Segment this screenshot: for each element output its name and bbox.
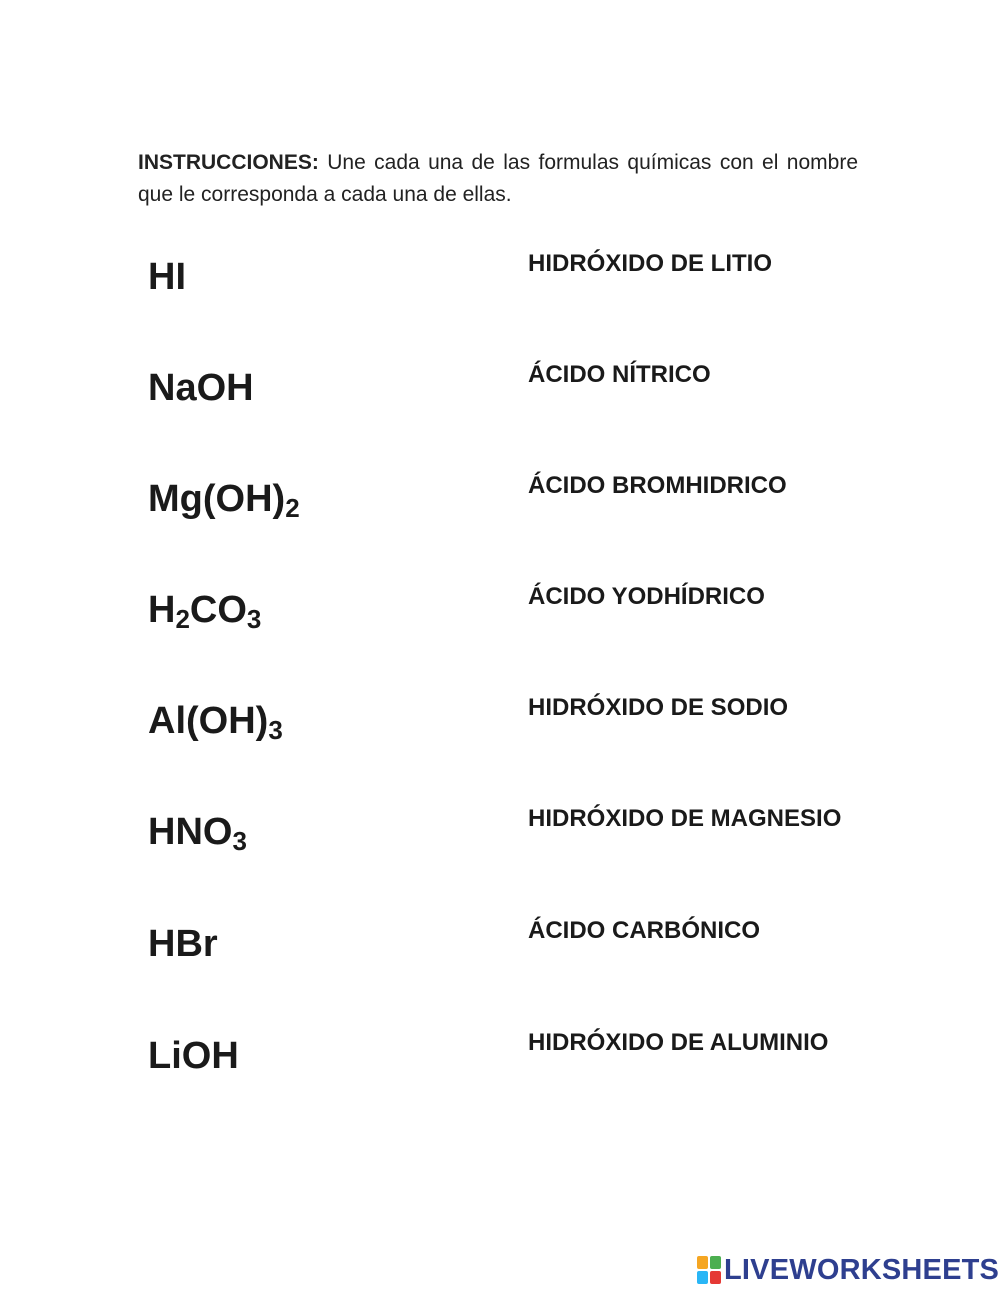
formula-text: HBr (148, 923, 218, 965)
formula-text: Mg(OH) (148, 478, 286, 520)
chemical-formula[interactable] (148, 255, 186, 299)
compound-name[interactable]: HIDRÓXIDO DE ALUMINIO (528, 1029, 829, 1056)
compound-name[interactable]: ÁCIDO YODHÍDRICO (528, 583, 765, 610)
compound-name[interactable]: HIDRÓXIDO DE LITIO (528, 250, 773, 277)
formula-subscript: 2 (175, 604, 190, 634)
instructions-paragraph (138, 147, 858, 211)
match-row (0, 583, 1000, 668)
instructions-lead: INSTRUCCIONES: (138, 151, 319, 174)
chemical-formula[interactable] (148, 1034, 239, 1078)
formula-text: NaOH (148, 367, 254, 409)
instructions-text: Une cada una de las formulas químicas con el nombre que le corresponda a cada una de ellas. (138, 151, 858, 206)
compound-name[interactable]: ÁCIDO CARBÓNICO (528, 917, 760, 944)
formula-subscript: 2 (285, 493, 300, 523)
compound-name[interactable]: ÁCIDO BROMHIDRICO (528, 472, 787, 499)
match-row (0, 1029, 1000, 1114)
match-row (0, 805, 1000, 890)
formula-text: HI (148, 256, 186, 298)
formula-text: HNO (148, 811, 233, 853)
match-row (0, 694, 1000, 779)
chemical-formula[interactable] (148, 810, 247, 854)
liveworksheets-logo-icon (697, 1256, 721, 1284)
compound-name[interactable]: HIDRÓXIDO DE SODIO (528, 694, 789, 721)
formula-text: Al(OH) (148, 700, 269, 742)
formula-text: H (148, 589, 176, 631)
chemical-formula[interactable] (148, 366, 254, 410)
match-row (0, 250, 1000, 335)
chemical-formula[interactable] (148, 588, 261, 632)
match-row (0, 361, 1000, 446)
brand-name: LIVEWORKSHEETS (724, 1254, 1000, 1286)
formula-subscript: 3 (268, 715, 283, 745)
match-row (0, 917, 1000, 1002)
formula-subscript: 3 (232, 826, 247, 856)
compound-name[interactable]: ÁCIDO NÍTRICO (528, 361, 711, 388)
chemical-formula[interactable] (148, 922, 218, 966)
chemical-formula[interactable] (148, 477, 300, 521)
formula-text: LiOH (148, 1035, 239, 1077)
compound-name[interactable]: HIDRÓXIDO DE MAGNESIO (528, 805, 842, 832)
liveworksheets-brand (697, 1253, 999, 1287)
formula-subscript: 3 (246, 604, 262, 634)
chemical-formula[interactable] (148, 699, 283, 743)
match-row (0, 472, 1000, 557)
formula-text: CO (189, 589, 247, 631)
